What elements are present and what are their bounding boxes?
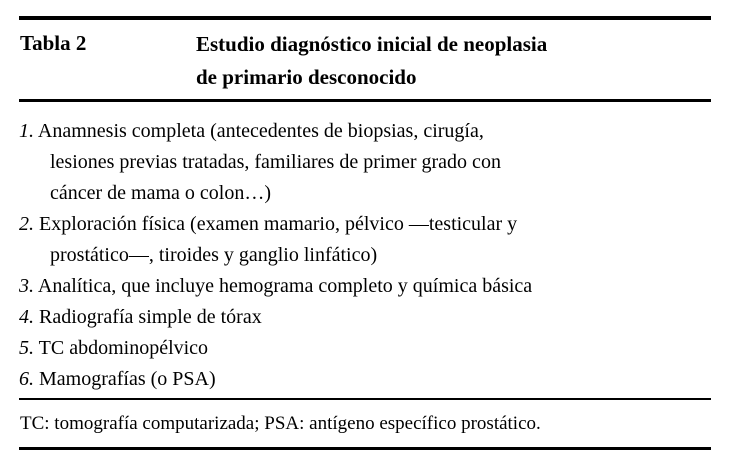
list-item <box>19 209 711 271</box>
item-text: Analítica, que incluye hemograma completo y química básica <box>37 275 533 297</box>
list-item <box>19 364 711 395</box>
item-text: lesiones previas tratadas, familiares de primer grado con <box>50 151 501 173</box>
item-text: Anamnesis completa (antecedentes de biopsias, cirugía, <box>37 120 484 142</box>
table-title <box>196 28 547 94</box>
list-item <box>19 271 711 302</box>
item-text: TC abdominopélvico <box>38 337 209 359</box>
item-first-line <box>19 116 711 147</box>
item-text: cáncer de mama o colon…) <box>50 182 272 204</box>
table-label: Tabla 2 <box>20 31 87 55</box>
item-first-line <box>19 302 711 333</box>
item-text: prostático—, tiroides y ganglio linfático) <box>50 244 378 266</box>
top-rule <box>19 16 711 20</box>
list-item <box>19 333 711 364</box>
item-list <box>19 116 711 395</box>
table-footnote: TC: tomografía computarizada; PSA: antígeno específico prostático. <box>20 413 541 434</box>
item-number: 2. <box>19 213 34 235</box>
table-title-line: de primario desconocido <box>196 65 417 89</box>
item-first-line <box>19 271 711 302</box>
list-item <box>19 116 711 209</box>
item-number: 6. <box>19 368 34 390</box>
bottom-rule <box>19 447 711 450</box>
item-text: Radiografía simple de tórax <box>39 306 262 328</box>
diagnostic-table <box>19 0 711 473</box>
item-first-line <box>19 364 711 395</box>
item-text: Mamografías (o PSA) <box>39 368 216 390</box>
item-text: Exploración física (examen mamario, pélvico —testicular y <box>39 213 518 235</box>
item-number: 1. <box>19 120 34 142</box>
item-number: 3. <box>19 275 34 297</box>
item-number: 5. <box>19 337 34 359</box>
footnote-rule <box>19 398 711 400</box>
item-number: 4. <box>19 306 34 328</box>
item-first-line <box>19 209 711 240</box>
item-first-line <box>19 333 711 364</box>
table-title-line: Estudio diagnóstico inicial de neoplasia <box>196 32 548 56</box>
header-rule <box>19 99 711 102</box>
list-item <box>19 302 711 333</box>
